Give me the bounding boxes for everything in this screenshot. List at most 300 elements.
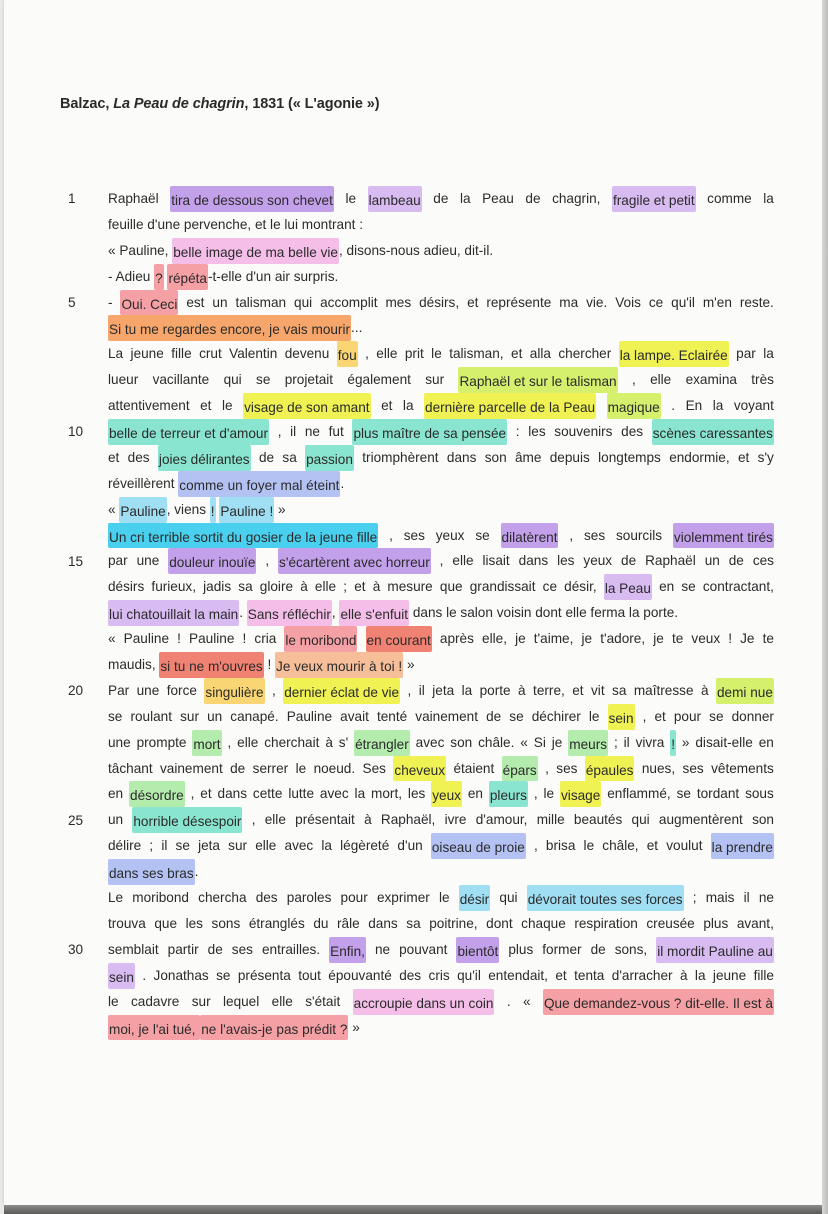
highlighted-phrase: passion — [305, 445, 354, 471]
text-word: exprimer — [376, 890, 430, 906]
text-line — [108, 212, 774, 238]
text-word: Raphaël, — [380, 812, 436, 828]
highlighted-phrase: elle s'enfuit — [339, 600, 409, 626]
text-line — [108, 652, 774, 678]
text-word: Pauline — [189, 631, 235, 647]
text-word: des — [127, 449, 150, 465]
text-word: voulut — [666, 838, 703, 854]
text-word: vêtements — [711, 760, 774, 776]
text-word: de — [621, 553, 637, 569]
text-word: m'en — [702, 294, 732, 310]
text-run: » — [403, 657, 415, 673]
text-word: d'amour, — [475, 812, 528, 828]
highlighted-phrase: comme un foyer mal éteint — [178, 471, 340, 497]
text-word: se — [475, 527, 490, 543]
text-word: le — [543, 786, 555, 802]
highlighted-phrase: oiseau de proie — [431, 833, 526, 859]
text-word: la — [402, 398, 414, 414]
text-word: jadis — [203, 579, 232, 595]
text-word: longtemps — [598, 449, 661, 465]
text-word: chaque — [521, 915, 566, 931]
text-word: d'un — [397, 838, 423, 854]
text-word: se — [175, 838, 190, 854]
text-word: ! — [728, 631, 733, 647]
highlighted-phrase: plus maître de sa pensée — [352, 419, 507, 445]
text-word: chercha — [198, 890, 247, 906]
text-word: plus — [703, 915, 729, 931]
text-line — [108, 885, 774, 911]
text-word: la — [459, 191, 471, 206]
text-line — [108, 341, 774, 367]
text-word: désir, — [564, 579, 597, 595]
text-word: cherchait — [264, 734, 320, 750]
text-word: et — [572, 682, 584, 698]
text-word: également — [347, 372, 411, 388]
text-word: ses — [403, 527, 425, 543]
text-line — [108, 445, 774, 471]
text-word: que — [439, 579, 463, 595]
text-word: accomplit — [320, 294, 378, 310]
highlighted-phrase: fou — [337, 341, 358, 367]
highlighted-phrase: dévorait toutes ses forces — [527, 885, 684, 911]
text-word: et — [200, 786, 212, 802]
text-word: sons — [211, 915, 241, 931]
text-word: , — [265, 553, 270, 569]
text-word: mille — [536, 812, 565, 828]
text-word: cris — [428, 967, 450, 983]
text-word: qui — [499, 890, 518, 906]
text-word: désirs — [108, 579, 145, 595]
text-word: jeune — [130, 346, 164, 362]
text-word: yeux — [583, 553, 613, 569]
text-word: les — [557, 553, 575, 569]
highlighted-phrase: le moribond — [284, 626, 357, 652]
highlighted-phrase: demi nue — [716, 678, 774, 704]
text-word: Peau — [482, 191, 514, 206]
highlighted-phrase: ! — [670, 730, 676, 756]
text-run: » — [274, 501, 286, 517]
text-word: elle — [237, 734, 259, 750]
text-word: cria — [254, 631, 277, 647]
text-word: augmentèrent — [658, 812, 743, 828]
highlighted-phrase: Un cri terrible sortit du gosier de la jeune fille — [108, 523, 378, 549]
text-word: elle, — [482, 631, 507, 647]
excerpt-body — [108, 186, 774, 1040]
page-edge — [822, 0, 828, 1214]
text-word: chercher — [558, 346, 612, 362]
text-word: qu'il — [671, 294, 695, 310]
text-line — [108, 704, 774, 730]
text-word: qui — [223, 372, 242, 388]
text-word: en — [467, 786, 483, 802]
text-word: après — [439, 631, 474, 647]
text-word: entendait, — [488, 967, 548, 983]
text-word: ne — [304, 424, 320, 440]
text-word: attentivement — [108, 398, 190, 414]
text-word: elle — [376, 346, 398, 362]
text-word: canapé. — [230, 708, 279, 724]
highlighted-phrase: Pauline ! — [219, 497, 274, 523]
text-word: il — [623, 734, 630, 750]
text-word: se — [216, 967, 231, 983]
text-word: étaient — [453, 760, 495, 776]
text-word: présenta — [237, 967, 291, 983]
document-title — [60, 96, 380, 112]
text-word: jeta — [198, 838, 220, 854]
text-word: devenu — [284, 346, 330, 362]
text-word: des — [399, 967, 422, 983]
text-word: former — [542, 941, 582, 957]
text-word: désirs, — [419, 294, 460, 310]
text-run: dans le salon voisin dont elle ferma la porte. — [409, 605, 679, 621]
text-line — [108, 238, 774, 264]
text-word: pour — [673, 708, 702, 724]
text-word: , — [533, 786, 538, 802]
text-word: sa — [282, 449, 297, 465]
text-word: Vois — [615, 294, 641, 310]
text-line — [108, 730, 774, 756]
text-word: moribond — [132, 890, 189, 906]
text-word: « — [520, 734, 528, 750]
text-word: il — [290, 424, 297, 440]
text-word: terre, — [533, 682, 565, 698]
text-word: avec — [284, 838, 314, 854]
line-number: 1 — [68, 191, 76, 206]
text-word: sous — [745, 786, 774, 802]
text-word: Valentin — [229, 346, 278, 362]
text-word: de — [433, 191, 449, 206]
text-word: dans — [518, 553, 549, 569]
text-word: se — [108, 708, 123, 724]
highlighted-phrase: belle de terreur et d'amour — [108, 419, 269, 445]
text-word: En — [685, 398, 703, 414]
text-line — [108, 574, 774, 600]
text-word: ma — [559, 294, 579, 310]
highlighted-phrase: meurs — [568, 730, 608, 756]
text-word: et — [354, 579, 366, 595]
text-word: plus — [508, 941, 534, 957]
text-word: triomphèrent — [362, 449, 439, 465]
text-word: en — [659, 579, 675, 595]
highlighted-phrase: en courant — [366, 626, 432, 652]
text-line — [108, 393, 774, 419]
text-word: avec — [415, 734, 445, 750]
text-word: beautés — [573, 812, 623, 828]
text-word: se — [681, 579, 696, 595]
highlighted-phrase: Oui. Ceci — [120, 290, 178, 316]
highlighted-phrase: magique — [607, 393, 661, 419]
text-word: les — [407, 786, 426, 802]
text-line — [108, 315, 774, 341]
text-word: voyant — [733, 398, 774, 414]
text-word: par — [108, 553, 128, 569]
text-word: jeta — [432, 682, 455, 698]
text-word: respiration — [574, 915, 638, 931]
text-word: et — [108, 449, 120, 465]
text-word: le — [295, 760, 307, 776]
text-word: examina — [685, 372, 737, 388]
text-word: châle, — [602, 838, 639, 854]
text-word: roulant — [130, 708, 173, 724]
text-word: se — [509, 708, 524, 724]
text-word: sur — [191, 993, 211, 1009]
text-word: Par — [108, 682, 130, 698]
text-word: des — [621, 424, 644, 440]
text-word: , — [631, 372, 636, 388]
text-word: Si — [533, 734, 546, 750]
text-line — [108, 859, 774, 885]
text-line — [108, 989, 774, 1015]
text-word: porte — [479, 682, 511, 698]
text-word: » — [681, 734, 690, 750]
text-word: je — [581, 631, 593, 647]
highlighted-phrase: la Peau — [604, 574, 652, 600]
text-word: , — [365, 346, 369, 362]
text-word: par — [736, 346, 756, 362]
highlighted-phrase: étrangler — [354, 730, 410, 756]
text-word: , — [642, 708, 647, 724]
text-word: la — [461, 682, 473, 698]
text-word: talisman, — [449, 346, 504, 362]
text-word: se — [709, 708, 724, 724]
text-word: noeud. — [313, 760, 356, 776]
text-word: sur — [425, 372, 445, 388]
text-word: jeune — [712, 967, 747, 983]
text-word: vit — [591, 682, 605, 698]
highlighted-phrase: Raphaël et sur le talisman — [458, 367, 617, 393]
text-word: partir — [167, 941, 199, 957]
text-word: force — [166, 682, 197, 698]
text-word: âme — [514, 449, 542, 465]
highlighted-phrase: épaules — [585, 756, 635, 782]
text-line — [108, 911, 774, 937]
text-line — [108, 523, 774, 549]
text-word: le — [438, 890, 450, 906]
text-word: d'arracher — [611, 967, 673, 983]
highlighted-phrase: dilatèrent — [501, 523, 559, 549]
text-line — [108, 419, 774, 445]
text-word: râle — [337, 915, 360, 931]
text-word: que — [154, 915, 178, 931]
text-word: cadavre — [130, 993, 180, 1009]
title-rest: , 1831 (« L'agonie ») — [244, 96, 380, 112]
text-word: prompte — [136, 734, 187, 750]
text-word: vainement — [160, 760, 223, 776]
text-word: contractant, — [702, 579, 774, 595]
text-word: dans — [446, 449, 477, 465]
text-word: Pauline — [286, 708, 333, 724]
text-word: disait-elle — [695, 734, 753, 750]
text-word: sur — [180, 708, 199, 724]
highlighted-phrase: sein — [108, 963, 135, 989]
text-word: poitrine, — [429, 915, 478, 931]
text-word: Pauline — [123, 631, 170, 647]
text-word: qu'il — [457, 967, 481, 983]
text-word: la — [763, 346, 774, 362]
text-word: fille — [171, 346, 192, 362]
text-word: sa — [406, 915, 421, 931]
highlighted-phrase: horrible désespoir — [132, 807, 242, 833]
text-word: pouvant — [399, 941, 448, 957]
highlighted-phrase: singulière — [204, 678, 264, 704]
text-line — [108, 186, 774, 212]
text-word: , — [251, 812, 256, 828]
text-word: s' — [338, 734, 349, 750]
text-word: , — [277, 424, 282, 440]
text-word: elle — [650, 372, 672, 388]
text-word: à — [325, 734, 333, 750]
text-word: veux — [691, 631, 721, 647]
highlighted-phrase: cheveux — [393, 756, 446, 782]
text-word: prit — [404, 346, 424, 362]
text-word: il — [418, 682, 425, 698]
text-word: une — [136, 682, 160, 698]
text-run: , disons-nous adieu, dit-il. — [338, 242, 494, 258]
highlighted-phrase: lui chatouillait la main — [108, 600, 239, 626]
text-word: sourcils — [615, 527, 663, 543]
text-word: châle. — [478, 734, 515, 750]
text-run: réveillèrent — [108, 475, 179, 491]
text-word: lisait — [482, 553, 510, 569]
text-word: tenta — [574, 967, 605, 983]
text-word: ses — [231, 941, 253, 957]
text-word: elle — [255, 838, 277, 854]
line-number: 25 — [68, 812, 84, 828]
text-line — [108, 833, 774, 859]
line-number: 30 — [68, 942, 84, 958]
text-word: semblait — [108, 941, 159, 957]
text-word: . — [671, 398, 676, 414]
text-word: nues, — [641, 760, 676, 776]
text-word: et — [381, 398, 393, 414]
text-word: ; — [613, 734, 618, 750]
highlighted-phrase: belle image de ma belle vie — [172, 238, 339, 264]
text-word: ce — [542, 579, 557, 595]
text-word: , — [533, 838, 538, 854]
text-word: la — [712, 398, 724, 414]
text-line — [108, 471, 774, 497]
text-word: les — [185, 915, 203, 931]
text-run: feuille d'une pervenche, et le lui montrant : — [108, 216, 363, 232]
text-word: je — [515, 631, 526, 647]
highlighted-phrase: désir — [459, 885, 490, 911]
text-word: à — [364, 812, 372, 828]
text-word: présentait — [295, 812, 355, 828]
text-word: Raphaël — [645, 553, 696, 569]
text-word: : — [515, 424, 520, 440]
text-word: lequel — [222, 993, 260, 1009]
text-word: , — [545, 760, 549, 776]
text-word: entrailles. — [261, 941, 321, 957]
line-number: 5 — [68, 294, 76, 310]
text-word: avait — [340, 708, 369, 724]
text-word: lueur — [108, 372, 139, 388]
text-word: à — [518, 682, 526, 698]
text-word: dont — [486, 915, 513, 931]
line-number: 10 — [68, 424, 84, 440]
text-word: mesure — [387, 579, 433, 595]
highlighted-phrase: visage — [560, 781, 601, 807]
text-word: sa — [612, 682, 627, 698]
text-word: sa — [238, 579, 253, 595]
text-word: Jonathas — [153, 967, 209, 983]
text-run: . — [194, 864, 199, 880]
text-word: tâchant — [108, 760, 153, 776]
text-word: trouva — [108, 915, 146, 931]
highlighted-phrase: Je veux mourir à toi ! — [275, 652, 403, 678]
text-word: et — [737, 449, 750, 465]
text-word: comme — [707, 191, 752, 206]
text-word: . — [142, 967, 147, 983]
text-word: ivre — [444, 812, 467, 828]
text-word: sur — [228, 838, 248, 854]
text-word: et — [511, 346, 523, 362]
text-word: vainement — [415, 708, 478, 724]
text-run: « — [108, 501, 120, 517]
text-word: ce — [648, 294, 664, 310]
text-word: et — [467, 294, 479, 310]
text-run: , viens — [166, 501, 210, 517]
text-run: ! — [263, 657, 276, 673]
text-line — [108, 678, 774, 704]
document-page — [4, 0, 822, 1205]
text-word: ne — [758, 890, 774, 906]
text-word: est — [186, 294, 205, 310]
text-line — [108, 626, 774, 652]
text-word: vie. — [586, 294, 608, 310]
text-word: à — [679, 967, 688, 983]
highlighted-phrase: fragile et petit — [612, 186, 696, 212]
text-word: te — [762, 631, 774, 647]
text-word: il — [161, 838, 168, 854]
text-word: délire — [108, 838, 142, 854]
text-word: ses — [682, 760, 704, 776]
highlighted-phrase: bientôt — [456, 937, 499, 963]
text-word: ne — [374, 941, 391, 957]
highlighted-phrase: sein — [608, 704, 635, 730]
text-word: à — [700, 682, 709, 698]
text-word: le — [588, 708, 600, 724]
text-word: donner — [731, 708, 774, 724]
text-word: déchirer — [531, 708, 581, 724]
highlighted-phrase: violemment tirés — [673, 523, 774, 549]
text-word: furieux, — [151, 579, 196, 595]
highlighted-phrase: lambeau — [368, 186, 422, 212]
highlighted-phrase: Pauline — [119, 497, 166, 523]
text-word: un — [108, 812, 124, 828]
text-word: une — [136, 553, 160, 569]
text-word: de — [728, 553, 744, 569]
text-word: en — [108, 786, 124, 802]
text-run: « Pauline, — [108, 242, 173, 258]
highlighted-phrase: Sans réfléchir — [247, 600, 332, 626]
text-line — [108, 807, 774, 833]
text-word: vacillante — [152, 372, 210, 388]
text-word: dans — [217, 786, 248, 802]
text-word: fille — [753, 967, 774, 983]
text-word: elle — [271, 993, 293, 1009]
highlighted-phrase: dernier éclat de vie — [283, 678, 400, 704]
text-word: , — [389, 527, 393, 543]
highlighted-phrase: tira de dessous son chevet — [170, 186, 334, 212]
highlighted-phrase: il mordit Pauline au — [656, 937, 774, 963]
highlighted-phrase: ne l'avais-je pas prédit ? — [200, 1015, 348, 1041]
highlighted-phrase: si tu ne m'ouvres — [159, 652, 263, 678]
text-word: « — [108, 631, 116, 647]
text-word: ces — [752, 553, 774, 569]
text-word: grandissait — [469, 579, 536, 595]
text-word: ! — [177, 631, 181, 647]
